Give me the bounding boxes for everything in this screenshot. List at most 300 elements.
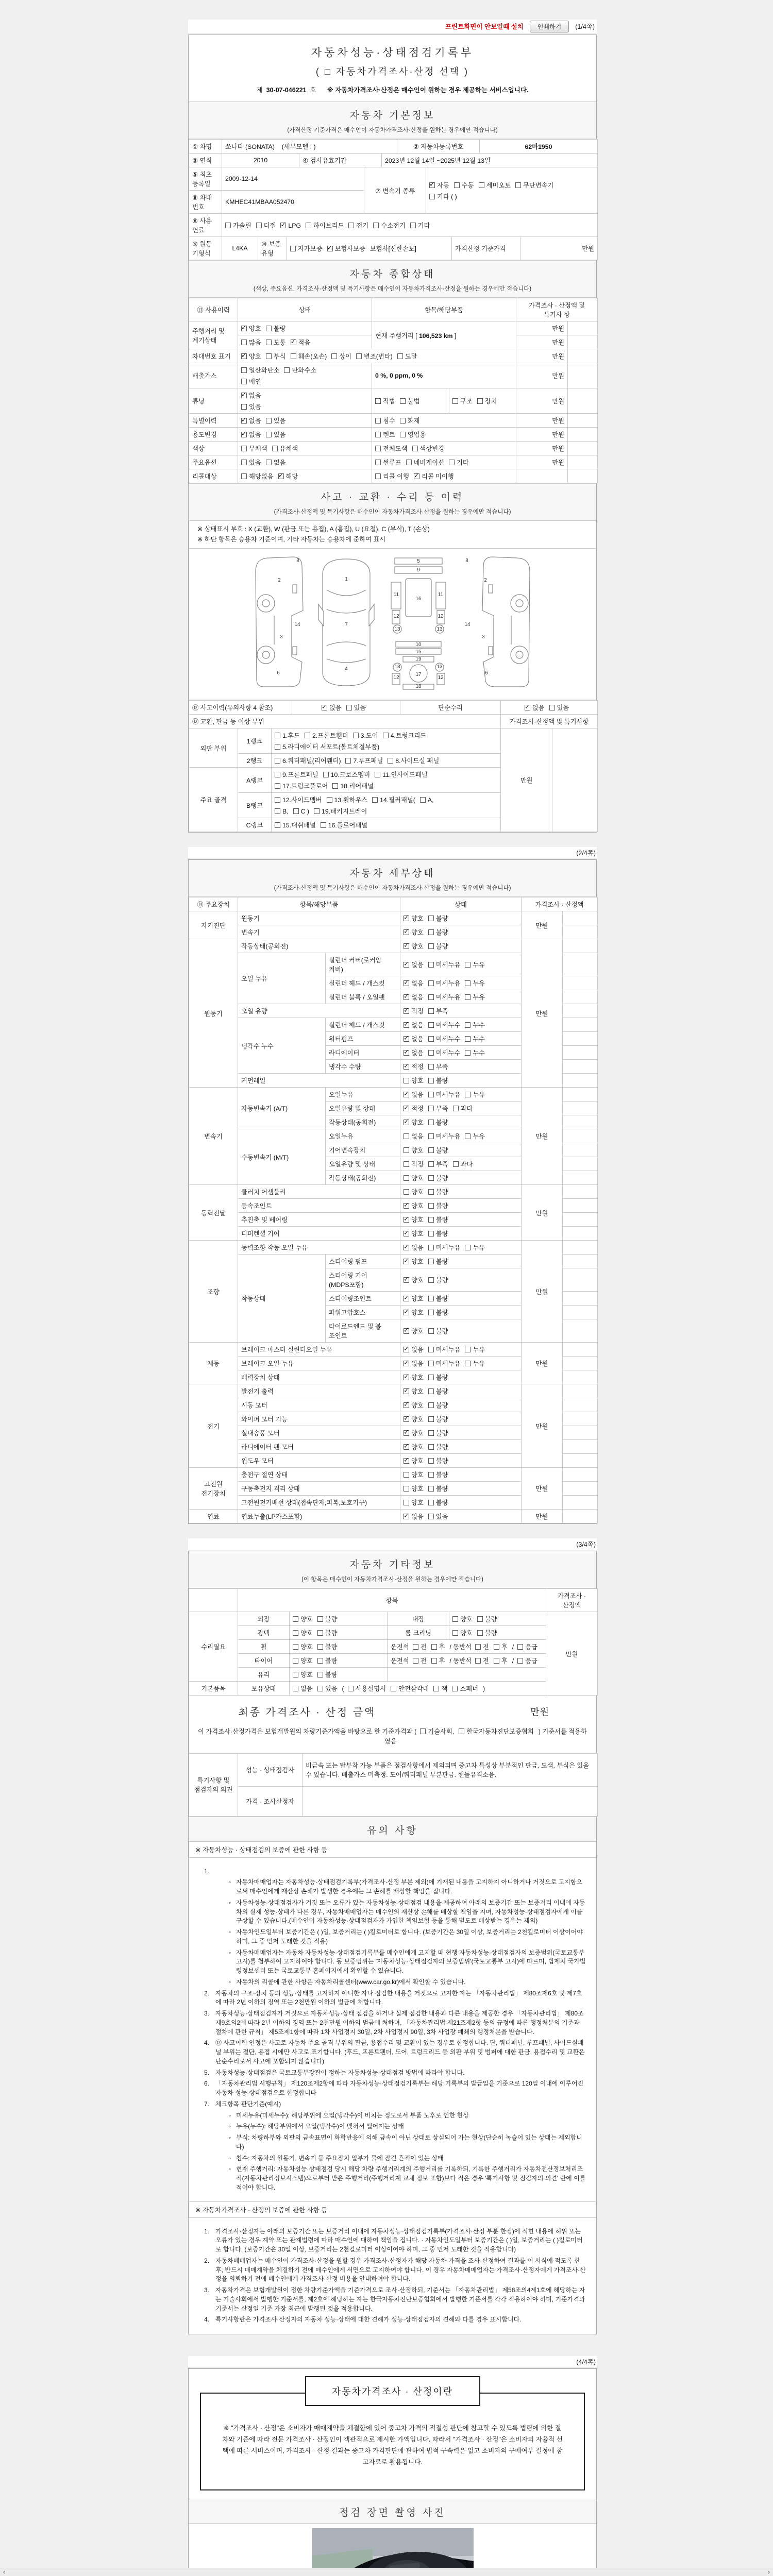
checkbox-option[interactable] — [404, 1484, 424, 1493]
checkbox-option[interactable] — [428, 1257, 448, 1266]
checkbox-option[interactable] — [465, 1034, 485, 1043]
unchecked-checkbox[interactable] — [317, 1630, 323, 1636]
unchecked-checkbox[interactable] — [293, 1658, 298, 1664]
unchecked-checkbox[interactable] — [452, 1630, 458, 1636]
checkbox-option[interactable] — [428, 941, 448, 951]
checkbox-option[interactable] — [428, 960, 461, 969]
checked-checkbox[interactable] — [404, 1375, 409, 1380]
checked-checkbox[interactable] — [404, 994, 409, 1000]
unchecked-checkbox[interactable] — [428, 1189, 434, 1195]
unchecked-checkbox[interactable] — [293, 1686, 298, 1691]
checked-checkbox[interactable] — [404, 1514, 409, 1519]
checkbox-option[interactable] — [433, 1684, 447, 1693]
checkbox-option[interactable] — [404, 1512, 424, 1521]
checkbox-option[interactable] — [453, 1104, 473, 1113]
checkbox-option[interactable] — [404, 1034, 424, 1043]
unchecked-checkbox[interactable] — [428, 1277, 434, 1283]
checkbox-option[interactable] — [428, 1131, 461, 1141]
unchecked-checkbox[interactable] — [428, 1245, 434, 1250]
unchecked-checkbox[interactable] — [388, 758, 393, 764]
unchecked-checkbox[interactable] — [275, 758, 280, 764]
unchecked-checkbox[interactable] — [317, 1672, 323, 1677]
checkbox-option[interactable] — [406, 457, 444, 467]
checkbox-option[interactable] — [452, 1614, 473, 1623]
unchecked-checkbox[interactable] — [428, 1147, 434, 1153]
checkbox-option[interactable] — [465, 1048, 485, 1057]
unchecked-checkbox[interactable] — [428, 1133, 434, 1139]
checkbox-option[interactable] — [428, 1308, 448, 1317]
unchecked-checkbox[interactable] — [317, 1644, 323, 1650]
checkbox-option[interactable] — [404, 1048, 424, 1057]
unchecked-checkbox[interactable] — [404, 1189, 409, 1195]
unchecked-checkbox[interactable] — [356, 353, 362, 359]
unchecked-checkbox[interactable] — [475, 1644, 481, 1650]
unchecked-checkbox[interactable] — [266, 432, 272, 437]
unchecked-checkbox[interactable] — [275, 808, 280, 814]
checkbox-option[interactable] — [428, 1104, 448, 1113]
unchecked-checkbox[interactable] — [428, 1514, 434, 1519]
checkbox-option[interactable] — [414, 471, 454, 481]
checkbox-option[interactable] — [275, 820, 316, 829]
unchecked-checkbox[interactable] — [428, 1203, 434, 1209]
checkbox-option[interactable] — [428, 1006, 448, 1015]
unchecked-checkbox[interactable] — [331, 353, 337, 359]
checkbox-option[interactable] — [404, 1201, 424, 1210]
checkbox-option[interactable] — [291, 337, 311, 347]
unchecked-checkbox[interactable] — [241, 379, 247, 384]
unchecked-checkbox[interactable] — [327, 797, 332, 803]
checkbox-option[interactable] — [400, 430, 426, 439]
checked-checkbox[interactable] — [322, 705, 327, 710]
unchecked-checkbox[interactable] — [373, 223, 379, 228]
checkbox-option[interactable] — [375, 770, 427, 779]
checkbox-option[interactable] — [348, 1684, 386, 1693]
unchecked-checkbox[interactable] — [428, 1328, 434, 1334]
checkbox-option[interactable] — [428, 1498, 448, 1507]
checkbox-option[interactable] — [404, 1131, 424, 1141]
checkbox-option[interactable] — [404, 1243, 424, 1252]
unchecked-checkbox[interactable] — [293, 1630, 298, 1636]
unchecked-checkbox[interactable] — [241, 340, 247, 345]
checkbox-option[interactable] — [404, 1428, 424, 1437]
unchecked-checkbox[interactable] — [353, 733, 359, 738]
checkbox-option[interactable] — [404, 1498, 424, 1507]
unchecked-checkbox[interactable] — [275, 772, 280, 777]
unchecked-checkbox[interactable] — [266, 326, 272, 331]
unchecked-checkbox[interactable] — [428, 1120, 434, 1125]
unchecked-checkbox[interactable] — [241, 460, 247, 465]
unchecked-checkbox[interactable] — [428, 929, 434, 935]
unchecked-checkbox[interactable] — [428, 1050, 434, 1056]
checkbox-option[interactable] — [404, 1062, 424, 1071]
unchecked-checkbox[interactable] — [375, 418, 381, 423]
unchecked-checkbox[interactable] — [332, 783, 338, 789]
checkbox-option[interactable] — [404, 1020, 424, 1029]
checkbox-option[interactable] — [465, 1131, 485, 1141]
checkbox-option[interactable] — [494, 1656, 508, 1665]
checked-checkbox[interactable] — [404, 1036, 409, 1042]
unchecked-checkbox[interactable] — [293, 1672, 298, 1677]
unchecked-checkbox[interactable] — [375, 446, 381, 451]
checked-checkbox[interactable] — [525, 705, 530, 710]
checkbox-option[interactable] — [429, 180, 449, 190]
unchecked-checkbox[interactable] — [465, 1022, 470, 1028]
checkbox-option[interactable] — [428, 1062, 448, 1071]
unchecked-checkbox[interactable] — [413, 1658, 418, 1664]
checkbox-option[interactable] — [317, 1670, 338, 1679]
checkbox-option[interactable] — [404, 1173, 424, 1182]
checkbox-option[interactable] — [331, 351, 351, 361]
unchecked-checkbox[interactable] — [284, 367, 290, 373]
checkbox-option[interactable] — [241, 416, 261, 425]
unchecked-checkbox[interactable] — [549, 705, 555, 710]
unchecked-checkbox[interactable] — [317, 1686, 323, 1691]
checkbox-option[interactable] — [413, 1642, 427, 1651]
checked-checkbox[interactable] — [278, 473, 284, 479]
checkbox-option[interactable] — [412, 444, 445, 453]
checkbox-option[interactable] — [275, 808, 289, 815]
checkbox-option[interactable] — [452, 396, 473, 405]
checkbox-option[interactable] — [428, 978, 461, 988]
checkbox-option[interactable] — [454, 180, 474, 190]
checkbox-option[interactable] — [383, 731, 427, 740]
checkbox-option[interactable] — [404, 1456, 424, 1465]
checked-checkbox[interactable] — [404, 1120, 409, 1125]
checkbox-option[interactable] — [428, 1034, 461, 1043]
checkbox-option[interactable] — [452, 1628, 473, 1637]
checkbox-option[interactable] — [241, 444, 267, 453]
checkbox-option[interactable] — [404, 992, 424, 1002]
checkbox-option[interactable] — [420, 796, 434, 804]
unchecked-checkbox[interactable] — [428, 1472, 434, 1478]
checkbox-option[interactable] — [275, 781, 328, 790]
unchecked-checkbox[interactable] — [477, 1616, 483, 1622]
unchecked-checkbox[interactable] — [345, 758, 351, 764]
unchecked-checkbox[interactable] — [449, 460, 455, 465]
checkbox-option[interactable] — [293, 1614, 313, 1623]
unchecked-checkbox[interactable] — [494, 1644, 499, 1650]
checkbox-option[interactable] — [428, 1345, 461, 1354]
checkbox-option[interactable] — [431, 1642, 445, 1651]
checkbox-option[interactable] — [404, 1414, 424, 1423]
checkbox-option[interactable] — [241, 337, 261, 347]
checkbox-option[interactable] — [373, 221, 406, 230]
unchecked-checkbox[interactable] — [323, 772, 329, 777]
checkbox-option[interactable] — [428, 1159, 448, 1168]
unchecked-checkbox[interactable] — [428, 1347, 434, 1352]
checkbox-option[interactable] — [266, 416, 286, 425]
checkbox-option[interactable] — [477, 396, 497, 405]
unchecked-checkbox[interactable] — [293, 1644, 298, 1650]
checked-checkbox[interactable] — [404, 1328, 409, 1334]
checkbox-option[interactable] — [428, 1386, 448, 1396]
unchecked-checkbox[interactable] — [256, 223, 262, 228]
checkbox-option[interactable] — [428, 1173, 448, 1182]
checkbox-option[interactable] — [293, 808, 309, 815]
checked-checkbox[interactable] — [404, 929, 409, 935]
unchecked-checkbox[interactable] — [452, 398, 458, 404]
unchecked-checkbox[interactable] — [317, 1616, 323, 1622]
checked-checkbox[interactable] — [404, 1245, 409, 1250]
checkbox-option[interactable] — [256, 221, 276, 230]
checkbox-option[interactable] — [428, 1020, 461, 1029]
unchecked-checkbox[interactable] — [517, 1658, 523, 1664]
checkbox-option[interactable] — [404, 1308, 424, 1317]
checkbox-option[interactable] — [404, 1275, 424, 1284]
unchecked-checkbox[interactable] — [428, 1161, 434, 1167]
unchecked-checkbox[interactable] — [266, 460, 272, 465]
unchecked-checkbox[interactable] — [372, 797, 378, 803]
checked-checkbox[interactable] — [404, 1203, 409, 1209]
checked-checkbox[interactable] — [404, 1310, 409, 1315]
checkbox-option[interactable] — [494, 1642, 508, 1651]
unchecked-checkbox[interactable] — [428, 1296, 434, 1301]
checkbox-option[interactable] — [317, 1684, 338, 1693]
checked-checkbox[interactable] — [241, 393, 247, 398]
unchecked-checkbox[interactable] — [475, 1658, 481, 1664]
checkbox-option[interactable] — [404, 1400, 424, 1410]
checkbox-option[interactable] — [428, 1187, 448, 1196]
unchecked-checkbox[interactable] — [428, 1430, 434, 1436]
unchecked-checkbox[interactable] — [428, 1106, 434, 1111]
unchecked-checkbox[interactable] — [272, 446, 278, 451]
unchecked-checkbox[interactable] — [225, 223, 231, 228]
unchecked-checkbox[interactable] — [453, 1106, 459, 1111]
checked-checkbox[interactable] — [327, 246, 333, 251]
checked-checkbox[interactable] — [404, 1458, 409, 1464]
checkbox-option[interactable] — [280, 222, 301, 229]
checkbox-option[interactable] — [404, 1145, 424, 1155]
unchecked-checkbox[interactable] — [429, 194, 435, 199]
unchecked-checkbox[interactable] — [404, 1133, 409, 1139]
checked-checkbox[interactable] — [404, 1416, 409, 1422]
unchecked-checkbox[interactable] — [375, 432, 381, 437]
checkbox-option[interactable] — [241, 402, 261, 411]
checkbox-option[interactable] — [323, 770, 371, 779]
checkbox-option[interactable] — [465, 960, 485, 969]
unchecked-checkbox[interactable] — [420, 797, 426, 803]
checkbox-option[interactable] — [317, 1642, 338, 1651]
unchecked-checkbox[interactable] — [428, 1259, 434, 1264]
checkbox-option[interactable] — [429, 192, 457, 201]
unchecked-checkbox[interactable] — [383, 733, 389, 738]
unchecked-checkbox[interactable] — [515, 182, 521, 188]
checkbox-option[interactable] — [465, 992, 485, 1002]
checkbox-option[interactable] — [321, 820, 368, 829]
checkbox-option[interactable] — [404, 1372, 424, 1382]
checkbox-option[interactable] — [241, 351, 261, 361]
checkbox-option[interactable] — [293, 1628, 313, 1637]
checkbox-option[interactable] — [428, 1512, 448, 1521]
unchecked-checkbox[interactable] — [404, 1147, 409, 1153]
checkbox-option[interactable] — [306, 221, 344, 230]
unchecked-checkbox[interactable] — [317, 1658, 323, 1664]
checkbox-option[interactable] — [452, 1684, 478, 1693]
unchecked-checkbox[interactable] — [266, 418, 272, 423]
checked-checkbox[interactable] — [404, 1231, 409, 1236]
checked-checkbox[interactable] — [404, 943, 409, 949]
checkbox-option[interactable] — [410, 221, 430, 230]
checked-checkbox[interactable] — [404, 1259, 409, 1264]
unchecked-checkbox[interactable] — [293, 1616, 298, 1622]
checked-checkbox[interactable] — [429, 182, 435, 188]
checkbox-option[interactable] — [517, 1642, 537, 1651]
checked-checkbox[interactable] — [404, 1064, 409, 1070]
checkbox-option[interactable] — [404, 913, 424, 923]
checkbox-option[interactable] — [375, 471, 409, 481]
unchecked-checkbox[interactable] — [400, 432, 406, 437]
checkbox-option[interactable] — [404, 960, 424, 969]
checkbox-option[interactable] — [293, 1670, 313, 1679]
unchecked-checkbox[interactable] — [465, 1050, 470, 1056]
checkbox-option[interactable] — [428, 1442, 448, 1451]
checkbox-option[interactable] — [284, 365, 316, 375]
unchecked-checkbox[interactable] — [391, 1686, 396, 1691]
checkbox-option[interactable] — [428, 1215, 448, 1224]
checkbox-option[interactable] — [428, 1275, 448, 1284]
unchecked-checkbox[interactable] — [305, 733, 310, 738]
checkbox-option[interactable] — [404, 1470, 424, 1479]
checkbox-option[interactable] — [275, 731, 300, 740]
checkbox-option[interactable] — [404, 1229, 424, 1238]
checkbox-option[interactable] — [428, 1145, 448, 1155]
unchecked-checkbox[interactable] — [428, 962, 434, 968]
checkbox-option[interactable] — [465, 1243, 485, 1252]
unchecked-checkbox[interactable] — [306, 223, 311, 228]
checkbox-option[interactable] — [266, 337, 286, 347]
checkbox-option[interactable] — [428, 1470, 448, 1479]
unchecked-checkbox[interactable] — [428, 1458, 434, 1464]
checkbox-option[interactable] — [375, 396, 395, 405]
unchecked-checkbox[interactable] — [348, 1686, 354, 1691]
unchecked-checkbox[interactable] — [428, 980, 434, 986]
checked-checkbox[interactable] — [404, 1444, 409, 1450]
unchecked-checkbox[interactable] — [452, 1686, 458, 1691]
scrollbar-right-arrow[interactable]: › — [768, 2568, 770, 2575]
checkbox-option[interactable] — [322, 703, 342, 712]
checkbox-option[interactable] — [266, 324, 286, 333]
unchecked-checkbox[interactable] — [428, 1444, 434, 1450]
unchecked-checkbox[interactable] — [241, 446, 247, 451]
unchecked-checkbox[interactable] — [404, 1500, 409, 1505]
checked-checkbox[interactable] — [414, 473, 419, 479]
unchecked-checkbox[interactable] — [428, 1486, 434, 1492]
checkbox-option[interactable] — [549, 703, 569, 712]
unchecked-checkbox[interactable] — [400, 398, 406, 404]
unchecked-checkbox[interactable] — [433, 1686, 439, 1691]
checkbox-option[interactable] — [272, 444, 298, 453]
checkbox-option[interactable] — [404, 1359, 424, 1368]
checkbox-option[interactable] — [266, 457, 286, 467]
unchecked-checkbox[interactable] — [465, 994, 470, 1000]
checkbox-option[interactable] — [428, 1117, 448, 1127]
checkbox-option[interactable] — [428, 1414, 448, 1423]
unchecked-checkbox[interactable] — [404, 1486, 409, 1492]
checkbox-option[interactable] — [275, 756, 341, 765]
checkbox-option[interactable] — [241, 457, 261, 467]
unchecked-checkbox[interactable] — [275, 783, 280, 789]
checked-checkbox[interactable] — [404, 1296, 409, 1301]
checked-checkbox[interactable] — [404, 1402, 409, 1408]
checkbox-option[interactable] — [428, 1428, 448, 1437]
checkbox-option[interactable] — [348, 221, 368, 230]
checkbox-option[interactable] — [428, 1201, 448, 1210]
checkbox-option[interactable] — [479, 180, 511, 190]
unchecked-checkbox[interactable] — [428, 1078, 434, 1083]
checked-checkbox[interactable] — [404, 980, 409, 986]
checkbox-option[interactable] — [404, 1187, 424, 1196]
unchecked-checkbox[interactable] — [241, 473, 247, 479]
checkbox-option[interactable] — [404, 1215, 424, 1224]
print-button[interactable]: 인쇄하기 — [530, 21, 569, 32]
checked-checkbox[interactable] — [404, 1106, 409, 1111]
checkbox-option[interactable] — [465, 978, 485, 988]
checkbox-option[interactable] — [317, 1656, 338, 1665]
checked-checkbox[interactable] — [404, 1361, 409, 1366]
checkbox-option[interactable] — [428, 1090, 461, 1099]
checkbox-option[interactable] — [372, 795, 415, 804]
checkbox-option[interactable] — [305, 731, 348, 740]
checkbox-option[interactable] — [225, 221, 251, 230]
unchecked-checkbox[interactable] — [314, 808, 320, 814]
unchecked-checkbox[interactable] — [465, 980, 470, 986]
checkbox-option[interactable] — [404, 1090, 424, 1099]
checkbox-option[interactable] — [453, 1159, 473, 1168]
unchecked-checkbox[interactable] — [452, 1616, 458, 1622]
checkbox-option[interactable] — [428, 1048, 461, 1057]
checkbox-option[interactable] — [332, 781, 374, 790]
checkbox-option[interactable] — [404, 1345, 424, 1354]
checkbox-option[interactable] — [428, 913, 448, 923]
checked-checkbox[interactable] — [404, 916, 409, 921]
checkbox-option[interactable] — [404, 1386, 424, 1396]
unchecked-checkbox[interactable] — [428, 1388, 434, 1394]
unchecked-checkbox[interactable] — [477, 398, 483, 404]
unchecked-checkbox[interactable] — [412, 446, 418, 451]
checkbox-option[interactable] — [420, 1727, 454, 1737]
checkbox-option[interactable] — [241, 471, 274, 481]
unchecked-checkbox[interactable] — [375, 473, 381, 479]
unchecked-checkbox[interactable] — [465, 1347, 470, 1352]
checkbox-option[interactable] — [241, 365, 279, 375]
checked-checkbox[interactable] — [404, 1008, 409, 1014]
checkbox-option[interactable] — [241, 430, 261, 439]
unchecked-checkbox[interactable] — [428, 1036, 434, 1042]
unchecked-checkbox[interactable] — [465, 1245, 470, 1250]
checkbox-option[interactable] — [475, 1656, 489, 1665]
unchecked-checkbox[interactable] — [406, 460, 412, 465]
unchecked-checkbox[interactable] — [275, 797, 280, 803]
checkbox-option[interactable] — [404, 978, 424, 988]
checkbox-option[interactable] — [404, 927, 424, 937]
checkbox-option[interactable] — [275, 795, 322, 804]
checkbox-option[interactable] — [375, 416, 395, 425]
checkbox-option[interactable] — [404, 1076, 424, 1085]
checkbox-option[interactable] — [375, 444, 408, 453]
checkbox-option[interactable] — [293, 1684, 313, 1693]
checkbox-option[interactable] — [375, 457, 401, 467]
checkbox-option[interactable] — [314, 806, 367, 816]
checkbox-option[interactable] — [293, 1642, 313, 1651]
checkbox-option[interactable] — [428, 1456, 448, 1465]
unchecked-checkbox[interactable] — [431, 1658, 437, 1664]
unchecked-checkbox[interactable] — [431, 1644, 437, 1650]
checkbox-option[interactable] — [327, 795, 368, 804]
unchecked-checkbox[interactable] — [428, 1022, 434, 1028]
checkbox-option[interactable] — [345, 756, 383, 765]
unchecked-checkbox[interactable] — [428, 1008, 434, 1014]
unchecked-checkbox[interactable] — [348, 223, 354, 228]
